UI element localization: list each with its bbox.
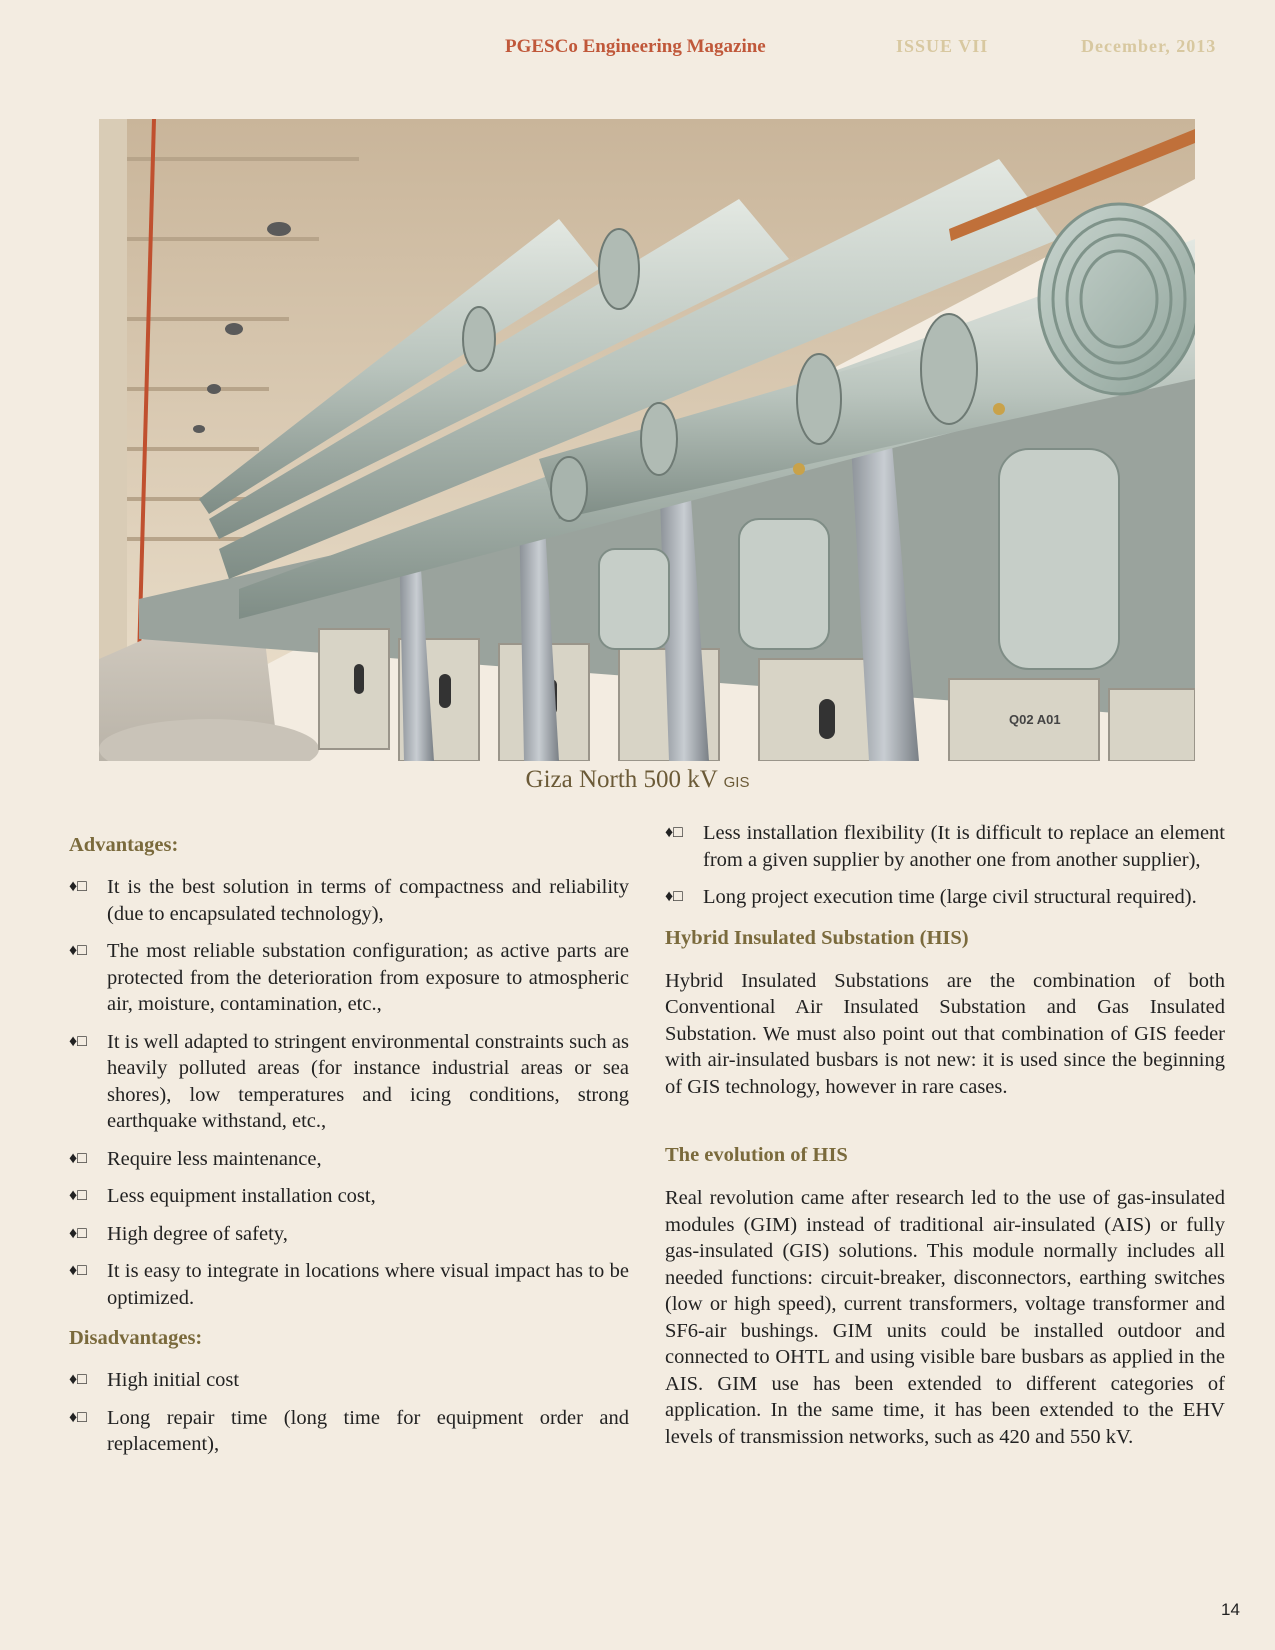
page-header xyxy=(0,36,1275,66)
gis-photo-illustration xyxy=(99,119,1195,761)
list-item: ♦□ Less installation flexibility (It is difficult to replace an element from a given supplier by another one from another supplier), xyxy=(665,822,1225,871)
diamond-bullet-icon: ♦□ xyxy=(69,1262,87,1279)
list-item: ♦□ It is well adapted to stringent environmental constraints such as heavily polluted areas (for instance industrial areas or sea shores), low temperatures and icing conditions, strong earthquake withstand, etc., xyxy=(69,1030,629,1132)
list-item: ♦□ High degree of safety, xyxy=(69,1221,629,1248)
list-item: ♦□ Less equipment installation cost, xyxy=(69,1183,629,1210)
disadvantages-list xyxy=(69,1367,629,1458)
diamond-bullet-icon: ♦□ xyxy=(69,942,87,959)
list-item: ♦□ High initial cost xyxy=(69,1367,629,1394)
diamond-bullet-icon: ♦□ xyxy=(69,1224,87,1242)
diamond-bullet-icon: ♦□ xyxy=(69,1187,87,1204)
list-item: ♦□ It is easy to integrate in locations where visual impact has to be optimized. xyxy=(69,1260,629,1309)
evolution-paragraph: Real revolution came after research led to the use of gas-insulated modules (GIM) instead of traditional air-insulated (AIS) or fully gas-insulated (GIS) solutions. This module normally includes all needed functions: circuit-breaker, disconnectors, earthing switches (low or high speed), current transformers, voltage transformer and SF6-air bushings. GIM units could be installed outdoor and connected to OHTL and using visible bare busbars as applied in the AIS. GIM use has been extended to different categories of application. In the same time, it has been extended to the EHV levels of transmission networks, such as 420 and 550 kV. xyxy=(665,1187,1225,1448)
advantages-heading: Advantages: xyxy=(69,834,179,856)
cabinet-label: Q02 A01 xyxy=(1009,712,1061,727)
gis-substation-photo xyxy=(99,119,1195,761)
right-column xyxy=(665,820,1225,1450)
issue-label: ISSUE VII xyxy=(896,36,989,56)
diamond-bullet-icon: ♦□ xyxy=(69,1149,87,1167)
page-number: 14 xyxy=(1221,1600,1240,1619)
list-item: ♦□ It is the best solution in terms of compactness and reliability (due to encapsulated technology), xyxy=(69,876,629,925)
magazine-title: PGESCo Engineering Magazine xyxy=(505,36,766,57)
diamond-bullet-icon: ♦□ xyxy=(665,824,683,841)
caption-main: Giza North 500 kV xyxy=(525,766,718,793)
his-heading: Hybrid Insulated Substation (HIS) xyxy=(665,926,969,949)
issue-date: December, 2013 xyxy=(1081,36,1217,56)
caption-small: GIS xyxy=(723,774,750,791)
list-item: ♦□ Long repair time (long time for equipment order and replacement), xyxy=(69,1406,629,1455)
list-item: ♦□ The most reliable substation configuration; as active parts are protected from the deterioration from exposure to atmospheric air, moisture, contamination, etc., xyxy=(69,940,629,1015)
list-item: ♦□ Long project execution time (large civil structural required). xyxy=(665,884,1225,911)
disadvantages-list-continued xyxy=(665,820,1225,911)
list-item: ♦□ Require less maintenance, xyxy=(69,1146,629,1173)
diamond-bullet-icon: ♦□ xyxy=(69,1371,87,1388)
diamond-bullet-icon: ♦□ xyxy=(69,1032,87,1050)
his-paragraph: Hybrid Insulated Substations are the combination of both Conventional Air Insulated Substation and Gas Insulated Substation. We must also point out that combination of GIS feeder with air-insulated busbars is not new: it is used since the beginning of GIS technology, however in rare cases. xyxy=(665,969,1225,1098)
diamond-bullet-icon: ♦□ xyxy=(69,878,87,895)
left-column xyxy=(69,832,629,1469)
disadvantages-heading: Disadvantages: xyxy=(69,1327,203,1349)
diamond-bullet-icon: ♦□ xyxy=(69,1408,87,1426)
advantages-list xyxy=(69,874,629,1311)
figure-caption xyxy=(0,766,1275,794)
diamond-bullet-icon: ♦□ xyxy=(665,888,683,905)
evolution-heading: The evolution of HIS xyxy=(665,1144,848,1166)
